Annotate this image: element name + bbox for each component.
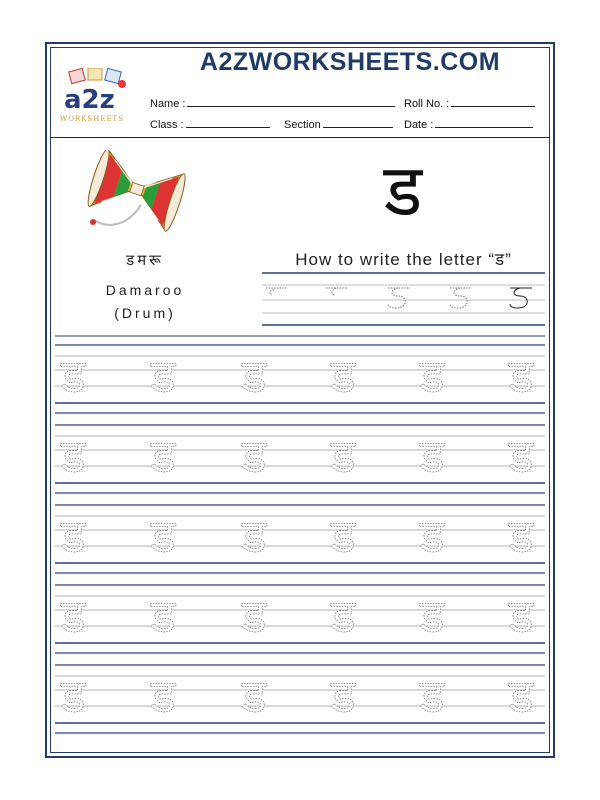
section-label: Section [284,119,321,131]
traced-letter: ड [419,429,445,483]
traced-letter: ड [419,589,445,643]
demo-step [266,288,288,295]
traced-letter: ड [330,429,356,483]
traced-letter: ड [330,669,356,723]
traced-letter: ड [508,509,534,563]
traced-letter: ड [150,349,176,403]
demo-step [326,288,348,295]
date-label: Date : [404,119,434,131]
traced-letter: ड [241,509,267,563]
traced-letter: ड [60,509,86,563]
traced-letter: ड [330,589,356,643]
english-word: Damaroo [105,282,185,298]
traced-letter: ड [150,589,176,643]
hindi-word: डमरू [126,251,164,269]
logo-subtext: WORKSHEETS [60,115,125,123]
english-meaning: (Drum) [114,305,176,321]
demo-step [450,288,472,308]
traced-letter: ड [150,669,176,723]
demo-step [388,288,410,308]
traced-letter: ड [330,509,356,563]
traced-letter: ड [150,429,176,483]
logo-text: a2z [64,85,115,115]
traced-letter: ड [419,349,445,403]
class-label: Class : [150,119,184,131]
traced-letter: ड [419,509,445,563]
traced-letter: ड [60,669,86,723]
traced-letter: ड [419,669,445,723]
traced-letter: ड [508,669,534,723]
traced-letter: ड [508,589,534,643]
traced-letter: ड [60,349,86,403]
traced-letter: ड [241,429,267,483]
traced-letter: ड [60,429,86,483]
traced-letter: ड [241,349,267,403]
name-label: Name : [150,98,186,110]
traced-letter: ड [150,509,176,563]
traced-letter: ड [508,429,534,483]
traced-letter: ड [241,669,267,723]
traced-letter: ड [60,589,86,643]
traced-letter: ड [508,349,534,403]
how-to-heading: How to write the letter “ड” [295,250,512,269]
demo-step [510,288,532,308]
letter-display: ड [383,148,423,232]
roll-label: Roll No. : [404,98,450,110]
site-title: A2ZWORKSHEETS.COM [199,48,501,76]
traced-letter: ड [241,589,267,643]
traced-letter: ड [330,349,356,403]
